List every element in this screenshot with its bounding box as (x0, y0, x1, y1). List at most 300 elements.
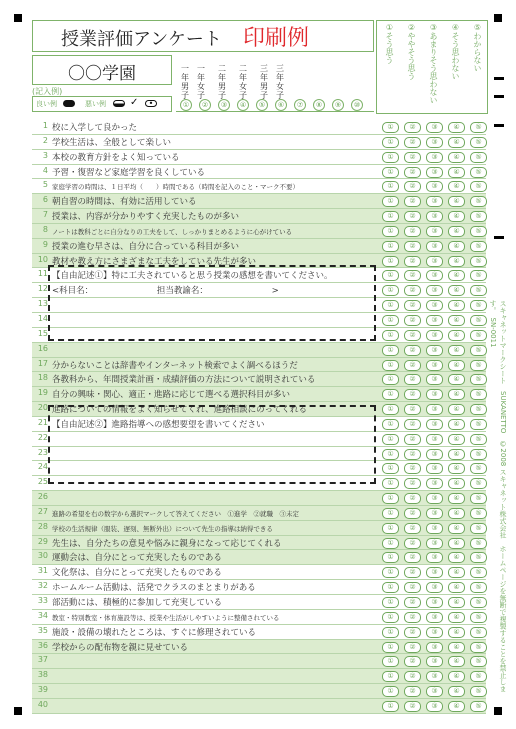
answer-bubble-1[interactable]: ① (382, 552, 399, 563)
answer-bubble-2[interactable]: ② (404, 419, 421, 430)
answer-bubble-4[interactable]: ④ (448, 360, 465, 371)
answer-bubble-5[interactable]: ⑤ (470, 315, 487, 326)
answer-bubble-4[interactable]: ④ (448, 345, 465, 356)
answer-bubble-3[interactable]: ③ (426, 686, 443, 697)
question-row (32, 343, 486, 358)
question-row (32, 669, 486, 684)
answer-bubble-1[interactable]: ① (382, 434, 399, 445)
answer-bubble-5[interactable]: ⑤ (470, 419, 487, 430)
answer-bubble-5[interactable]: ⑤ (470, 642, 487, 653)
grade-option-10[interactable]: ⑩ (351, 99, 363, 111)
question-text: 授業の進む早さは、自分に合っている科目が多い (52, 241, 240, 252)
answer-bubble-5[interactable]: ⑤ (470, 656, 487, 667)
answer-bubble-3[interactable]: ③ (426, 582, 443, 593)
answer-bubbles (378, 642, 486, 652)
answer-bubble-2[interactable]: ② (404, 478, 421, 489)
answer-bubble-2[interactable]: ② (404, 330, 421, 341)
answer-bubble-3[interactable]: ③ (426, 256, 443, 267)
answer-bubble-5[interactable]: ⑤ (470, 137, 487, 148)
question-text: ホームルーム活動は、活発でクラスのまとまりがある (52, 583, 256, 594)
answer-bubble-5[interactable]: ⑤ (470, 434, 487, 445)
answer-bubble-5[interactable]: ⑤ (470, 582, 487, 593)
answer-bubble-5[interactable]: ⑤ (470, 256, 487, 267)
answer-bubble-5[interactable]: ⑤ (470, 478, 487, 489)
question-text: 【自由記述②】進路指導への感想要望を書いてください (52, 419, 265, 430)
answer-bubble-2[interactable]: ② (404, 181, 421, 192)
answer-bubble-4[interactable]: ④ (448, 523, 465, 534)
answer-bubble-1[interactable]: ① (382, 196, 399, 207)
answer-bubble-2[interactable]: ② (404, 167, 421, 178)
grade-option-9[interactable]: ⑨ (332, 99, 344, 111)
answer-bubble-5[interactable]: ⑤ (470, 270, 487, 281)
answer-bubble-4[interactable]: ④ (448, 686, 465, 697)
answer-bubble-1[interactable]: ① (382, 360, 399, 371)
question-text: 各教科から、年間授業計画・成績評価の方法について説明されている (52, 375, 316, 386)
grade-label: 二 年 男 子 (218, 64, 226, 100)
answer-bubble-2[interactable]: ② (404, 656, 421, 667)
answer-bubble-1[interactable]: ① (382, 671, 399, 682)
answer-bubble-5[interactable]: ⑤ (470, 404, 487, 415)
answer-bubble-3[interactable]: ③ (426, 226, 443, 237)
answer-bubble-5[interactable]: ⑤ (470, 122, 487, 133)
question-number: 15 (37, 328, 48, 338)
answer-bubble-4[interactable]: ④ (448, 627, 465, 638)
school-name: 〇〇学園 (68, 64, 136, 84)
answer-bubbles (378, 627, 486, 637)
answer-bubble-4[interactable]: ④ (448, 270, 465, 281)
answer-bubble-2[interactable]: ② (404, 627, 421, 638)
answer-bubble-1[interactable]: ① (382, 642, 399, 653)
answer-bubble-3[interactable]: ③ (426, 211, 443, 222)
answer-bubble-2[interactable]: ② (404, 196, 421, 207)
answer-bubble-5[interactable]: ⑤ (470, 671, 487, 682)
answer-bubble-5[interactable]: ⑤ (470, 627, 487, 638)
answer-bubble-2[interactable]: ② (404, 567, 421, 578)
answer-bubble-5[interactable]: ⑤ (470, 538, 487, 549)
answer-bubble-2[interactable]: ② (404, 360, 421, 371)
answer-bubbles (378, 493, 486, 503)
answer-bubble-5[interactable]: ⑤ (470, 330, 487, 341)
answer-bubble-3[interactable]: ③ (426, 463, 443, 474)
answer-bubble-3[interactable]: ③ (426, 508, 443, 519)
answer-bubble-1[interactable]: ① (382, 404, 399, 415)
answer-bubble-5[interactable]: ⑤ (470, 181, 487, 192)
answer-bubble-5[interactable]: ⑤ (470, 552, 487, 563)
answer-bubble-4[interactable]: ④ (448, 567, 465, 578)
answer-bubble-4[interactable]: ④ (448, 612, 465, 623)
answer-bubbles (378, 449, 486, 459)
answer-bubble-1[interactable]: ① (382, 523, 399, 534)
answer-bubble-2[interactable]: ② (404, 374, 421, 385)
answer-bubbles (378, 686, 486, 696)
answer-bubble-3[interactable]: ③ (426, 552, 443, 563)
question-row (32, 491, 486, 506)
answer-bubble-3[interactable]: ③ (426, 152, 443, 163)
answer-bubble-4[interactable]: ④ (448, 211, 465, 222)
answer-bubble-1[interactable]: ① (382, 701, 399, 712)
question-number: 31 (37, 566, 48, 576)
grade-option-8[interactable]: ⑧ (313, 99, 325, 111)
answer-bubble-3[interactable]: ③ (426, 137, 443, 148)
answer-bubble-5[interactable]: ⑤ (470, 241, 487, 252)
answer-bubble-4[interactable]: ④ (448, 404, 465, 415)
answer-bubble-5[interactable]: ⑤ (470, 612, 487, 623)
bad-example-mark-half (113, 100, 125, 107)
timing-mark (494, 95, 504, 98)
answer-bubble-1[interactable]: ① (382, 137, 399, 148)
question-row (32, 684, 486, 699)
answer-bubble-3[interactable]: ③ (426, 449, 443, 460)
question-row (32, 358, 486, 373)
answer-bubble-4[interactable]: ④ (448, 122, 465, 133)
answer-bubble-2[interactable]: ② (404, 701, 421, 712)
answer-bubbles (378, 196, 486, 206)
question-number: 9 (42, 239, 48, 249)
answer-bubble-5[interactable]: ⑤ (470, 567, 487, 578)
answer-bubble-4[interactable]: ④ (448, 256, 465, 267)
answer-bubble-2[interactable]: ② (404, 582, 421, 593)
answer-bubble-5[interactable]: ⑤ (470, 508, 487, 519)
grade-circles (176, 99, 374, 112)
answer-bubble-4[interactable]: ④ (448, 374, 465, 385)
scale-label-3: ③あまりそう思わない (429, 23, 438, 104)
answer-bubbles (378, 241, 486, 251)
question-text: 学校の生活規律（服装、遅刻、無断外出）について先生の指導は納得できる (52, 524, 273, 533)
question-number: 12 (37, 284, 48, 294)
answer-bubble-5[interactable]: ⑤ (470, 374, 487, 385)
free-text-box-2[interactable] (48, 405, 376, 484)
question-number: 24 (37, 462, 48, 472)
answer-bubble-2[interactable]: ② (404, 493, 421, 504)
answer-bubble-3[interactable]: ③ (426, 538, 443, 549)
answer-bubble-1[interactable]: ① (382, 226, 399, 237)
answer-bubble-3[interactable]: ③ (426, 241, 443, 252)
scale-label-5: ⑤わからない (473, 23, 482, 72)
question-number: 16 (37, 343, 48, 353)
answer-bubble-1[interactable]: ① (382, 612, 399, 623)
question-text: 【自由記述①】特に工夫されていると思う授業の感想を書いてください。 (52, 271, 333, 282)
answer-bubbles (378, 152, 486, 162)
answer-bubble-2[interactable]: ② (404, 211, 421, 222)
answer-bubble-5[interactable]: ⑤ (470, 167, 487, 178)
answer-bubble-5[interactable]: ⑤ (470, 152, 487, 163)
answer-bubble-2[interactable]: ② (404, 463, 421, 474)
answer-bubble-1[interactable]: ① (382, 493, 399, 504)
answer-bubble-1[interactable]: ① (382, 463, 399, 474)
answer-bubble-1[interactable]: ① (382, 122, 399, 133)
answer-bubble-4[interactable]: ④ (448, 582, 465, 593)
answer-bubble-3[interactable]: ③ (426, 404, 443, 415)
answer-bubble-3[interactable]: ③ (426, 627, 443, 638)
answer-bubble-3[interactable]: ③ (426, 419, 443, 430)
answer-bubble-3[interactable]: ③ (426, 597, 443, 608)
question-number: 7 (42, 210, 48, 220)
answer-bubble-4[interactable]: ④ (448, 181, 465, 192)
marking-example (32, 96, 172, 112)
answer-bubble-1[interactable]: ① (382, 567, 399, 578)
question-text: 文化祭は、自分にとって充実したものである (52, 568, 222, 579)
question-row (32, 224, 486, 239)
answer-bubble-1[interactable]: ① (382, 419, 399, 430)
answer-bubble-5[interactable]: ⑤ (470, 686, 487, 697)
answer-bubble-4[interactable]: ④ (448, 152, 465, 163)
question-row (32, 521, 486, 536)
answer-bubble-1[interactable]: ① (382, 330, 399, 341)
answer-bubble-5[interactable]: ⑤ (470, 300, 487, 311)
answer-bubble-3[interactable]: ③ (426, 478, 443, 489)
question-number: 23 (37, 447, 48, 457)
answer-bubble-2[interactable]: ② (404, 152, 421, 163)
answer-bubble-3[interactable]: ③ (426, 270, 443, 281)
answer-bubble-1[interactable]: ① (382, 374, 399, 385)
question-number: 4 (42, 165, 48, 175)
answer-bubble-2[interactable]: ② (404, 552, 421, 563)
answer-bubble-4[interactable]: ④ (448, 493, 465, 504)
answer-bubble-2[interactable]: ② (404, 300, 421, 311)
answer-bubble-3[interactable]: ③ (426, 300, 443, 311)
answer-bubble-2[interactable]: ② (404, 345, 421, 356)
answer-bubble-3[interactable]: ③ (426, 671, 443, 682)
answer-bubble-1[interactable]: ① (382, 478, 399, 489)
grade-option-1[interactable]: ① (180, 99, 192, 111)
answer-bubble-4[interactable]: ④ (448, 538, 465, 549)
answer-bubble-1[interactable]: ① (382, 508, 399, 519)
answer-bubble-1[interactable]: ① (382, 686, 399, 697)
answer-bubble-1[interactable]: ① (382, 345, 399, 356)
answer-bubble-4[interactable]: ④ (448, 167, 465, 178)
answer-bubbles (378, 597, 486, 607)
answer-bubble-5[interactable]: ⑤ (470, 211, 487, 222)
question-text: 自分の興味・関心、適正・進路に応じて選べる選択科目が多い (52, 390, 291, 401)
question-number: 32 (37, 581, 48, 591)
answer-bubble-4[interactable]: ④ (448, 196, 465, 207)
answer-bubbles (378, 523, 486, 533)
answer-bubble-4[interactable]: ④ (448, 463, 465, 474)
answer-bubble-5[interactable]: ⑤ (470, 285, 487, 296)
question-text: 分からないことは辞書やインターネット検索でよく調べるほうだ (52, 360, 298, 371)
answer-bubble-5[interactable]: ⑤ (470, 389, 487, 400)
question-row (32, 165, 486, 180)
answer-bubble-2[interactable]: ② (404, 241, 421, 252)
answer-bubble-2[interactable]: ② (404, 671, 421, 682)
answer-bubble-4[interactable]: ④ (448, 226, 465, 237)
answer-bubble-1[interactable]: ① (382, 285, 399, 296)
question-number: 37 (37, 655, 48, 665)
question-text: 進路についての情報をよく知らせてくれ、進路相談にのってくれる (52, 405, 308, 416)
answer-bubble-3[interactable]: ③ (426, 523, 443, 534)
answer-bubble-4[interactable]: ④ (448, 434, 465, 445)
answer-bubble-2[interactable]: ② (404, 122, 421, 133)
question-text: <科目名： 担当教諭名： > (52, 286, 279, 297)
answer-bubbles (378, 137, 486, 147)
answer-bubble-2[interactable]: ② (404, 285, 421, 296)
grade-option-5[interactable]: ⑤ (256, 99, 268, 111)
answer-bubble-1[interactable]: ① (382, 256, 399, 267)
answer-bubbles (378, 567, 486, 577)
answer-bubble-3[interactable]: ③ (426, 567, 443, 578)
answer-bubble-1[interactable]: ① (382, 449, 399, 460)
question-row (32, 550, 486, 565)
answer-bubble-1[interactable]: ① (382, 270, 399, 281)
answer-bubble-1[interactable]: ① (382, 152, 399, 163)
question-text: 施設・設備の壊れたところは、すぐに修理されている (52, 627, 257, 638)
answer-bubble-4[interactable]: ④ (448, 642, 465, 653)
answer-bubble-5[interactable]: ⑤ (470, 701, 487, 712)
question-row (32, 565, 486, 580)
answer-bubble-1[interactable]: ① (382, 300, 399, 311)
timing-mark (494, 236, 504, 239)
answer-bubble-3[interactable]: ③ (426, 434, 443, 445)
question-number: 25 (37, 477, 48, 487)
answer-bubble-5[interactable]: ⑤ (470, 463, 487, 474)
question-number: 2 (42, 135, 48, 145)
answer-bubble-2[interactable]: ② (404, 449, 421, 460)
answer-bubble-1[interactable]: ① (382, 181, 399, 192)
answer-bubble-2[interactable]: ② (404, 389, 421, 400)
answer-bubbles (378, 374, 486, 384)
answer-bubble-4[interactable]: ④ (448, 656, 465, 667)
answer-bubbles (378, 612, 486, 622)
question-number: 33 (37, 596, 48, 605)
answer-bubble-4[interactable]: ④ (448, 597, 465, 608)
answer-bubble-3[interactable]: ③ (426, 612, 443, 623)
answer-bubble-3[interactable]: ③ (426, 196, 443, 207)
answer-bubble-4[interactable]: ④ (448, 241, 465, 252)
answer-bubble-2[interactable]: ② (404, 597, 421, 608)
answer-bubble-3[interactable]: ③ (426, 389, 443, 400)
answer-bubble-5[interactable]: ⑤ (470, 345, 487, 356)
answer-bubble-5[interactable]: ⑤ (470, 196, 487, 207)
answer-bubbles (378, 285, 486, 295)
answer-bubble-2[interactable]: ② (404, 538, 421, 549)
answer-bubble-2[interactable]: ② (404, 686, 421, 697)
question-number: 3 (42, 150, 48, 160)
answer-bubble-3[interactable]: ③ (426, 167, 443, 178)
answer-bubble-1[interactable]: ① (382, 211, 399, 222)
answer-bubble-3[interactable]: ③ (426, 315, 443, 326)
answer-bubble-1[interactable]: ① (382, 241, 399, 252)
answer-bubble-2[interactable]: ② (404, 137, 421, 148)
answer-bubble-1[interactable]: ① (382, 627, 399, 638)
answer-bubble-2[interactable]: ② (404, 256, 421, 267)
answer-bubble-2[interactable]: ② (404, 315, 421, 326)
grade-option-4[interactable]: ④ (237, 99, 249, 111)
answer-bubble-5[interactable]: ⑤ (470, 360, 487, 371)
answer-bubble-2[interactable]: ② (404, 434, 421, 445)
answer-bubble-1[interactable]: ① (382, 597, 399, 608)
answer-bubble-3[interactable]: ③ (426, 345, 443, 356)
question-number: 6 (42, 195, 48, 205)
answer-bubble-4[interactable]: ④ (448, 389, 465, 400)
answer-bubble-3[interactable]: ③ (426, 330, 443, 341)
answer-bubble-3[interactable]: ③ (426, 701, 443, 712)
answer-bubble-3[interactable]: ③ (426, 642, 443, 653)
answer-bubbles (378, 211, 486, 221)
question-row (32, 595, 486, 610)
answer-bubble-2[interactable]: ② (404, 404, 421, 415)
answer-bubble-2[interactable]: ② (404, 523, 421, 534)
question-row (32, 536, 486, 551)
answer-bubble-4[interactable]: ④ (448, 701, 465, 712)
answer-bubble-1[interactable]: ① (382, 538, 399, 549)
answer-bubble-5[interactable]: ⑤ (470, 449, 487, 460)
answer-bubble-4[interactable]: ④ (448, 419, 465, 430)
timing-mark (494, 124, 504, 127)
grade-option-7[interactable]: ⑦ (294, 99, 306, 111)
answer-bubble-3[interactable]: ③ (426, 656, 443, 667)
answer-bubbles (378, 122, 486, 132)
answer-bubble-4[interactable]: ④ (448, 449, 465, 460)
answer-bubbles (378, 389, 486, 399)
answer-bubble-3[interactable]: ③ (426, 360, 443, 371)
answer-bubble-4[interactable]: ④ (448, 315, 465, 326)
answer-bubble-1[interactable]: ① (382, 315, 399, 326)
answer-bubble-5[interactable]: ⑤ (470, 597, 487, 608)
answer-bubble-2[interactable]: ② (404, 642, 421, 653)
answer-bubbles (378, 270, 486, 280)
answer-bubbles (378, 404, 486, 414)
answer-bubble-3[interactable]: ③ (426, 285, 443, 296)
answer-bubble-4[interactable]: ④ (448, 508, 465, 519)
answer-bubbles (378, 256, 486, 266)
question-number: 22 (37, 432, 48, 442)
answer-bubble-5[interactable]: ⑤ (470, 493, 487, 504)
answer-bubble-4[interactable]: ④ (448, 285, 465, 296)
answer-bubbles (378, 656, 486, 666)
answer-bubble-1[interactable]: ① (382, 656, 399, 667)
answer-bubble-4[interactable]: ④ (448, 300, 465, 311)
free-text-box-1[interactable] (48, 265, 376, 341)
grade-option-6[interactable]: ⑥ (275, 99, 287, 111)
answer-bubble-2[interactable]: ② (404, 508, 421, 519)
answer-bubble-3[interactable]: ③ (426, 181, 443, 192)
answer-bubble-4[interactable]: ④ (448, 478, 465, 489)
answer-bubble-5[interactable]: ⑤ (470, 226, 487, 237)
question-text: 校に入学して良かった (52, 123, 138, 133)
grade-option-3[interactable]: ③ (218, 99, 230, 111)
answer-bubble-3[interactable]: ③ (426, 493, 443, 504)
question-number: 27 (37, 506, 48, 516)
answer-bubble-4[interactable]: ④ (448, 671, 465, 682)
answer-bubble-2[interactable]: ② (404, 270, 421, 281)
question-text: 部活動には、積極的に参加して充実している (52, 598, 223, 608)
question-text: 授業は、内容が分かりやすく充実したものが多い (52, 212, 240, 223)
answer-bubble-3[interactable]: ③ (426, 122, 443, 133)
question-text: 運動会は、自分にとって充実したものである (52, 553, 222, 564)
print-sample-label: 印刷例 (243, 26, 310, 51)
answer-bubble-3[interactable]: ③ (426, 374, 443, 385)
answer-bubble-1[interactable]: ① (382, 167, 399, 178)
question-number: 26 (37, 492, 48, 502)
answer-bubble-1[interactable]: ① (382, 582, 399, 593)
answer-bubble-1[interactable]: ① (382, 389, 399, 400)
question-text: 先生は、自分たちの意見や悩みに親身になって応じてくれる (52, 538, 282, 549)
answer-bubble-2[interactable]: ② (404, 226, 421, 237)
question-text: 教室・特別教室・体育施設等は、授業や生活がしやすいように整備されている (52, 613, 280, 622)
answer-bubbles (378, 508, 486, 518)
answer-bubble-2[interactable]: ② (404, 612, 421, 623)
answer-bubble-5[interactable]: ⑤ (470, 523, 487, 534)
grade-option-2[interactable]: ② (199, 99, 211, 111)
answer-bubble-4[interactable]: ④ (448, 330, 465, 341)
question-text: 学校からの配布物を親に見せている (52, 642, 189, 653)
answer-bubble-4[interactable]: ④ (448, 137, 465, 148)
title-box (32, 20, 374, 52)
question-number: 5 (42, 180, 48, 190)
answer-bubbles (378, 226, 486, 236)
answer-bubble-4[interactable]: ④ (448, 552, 465, 563)
school-name-box (32, 55, 172, 85)
